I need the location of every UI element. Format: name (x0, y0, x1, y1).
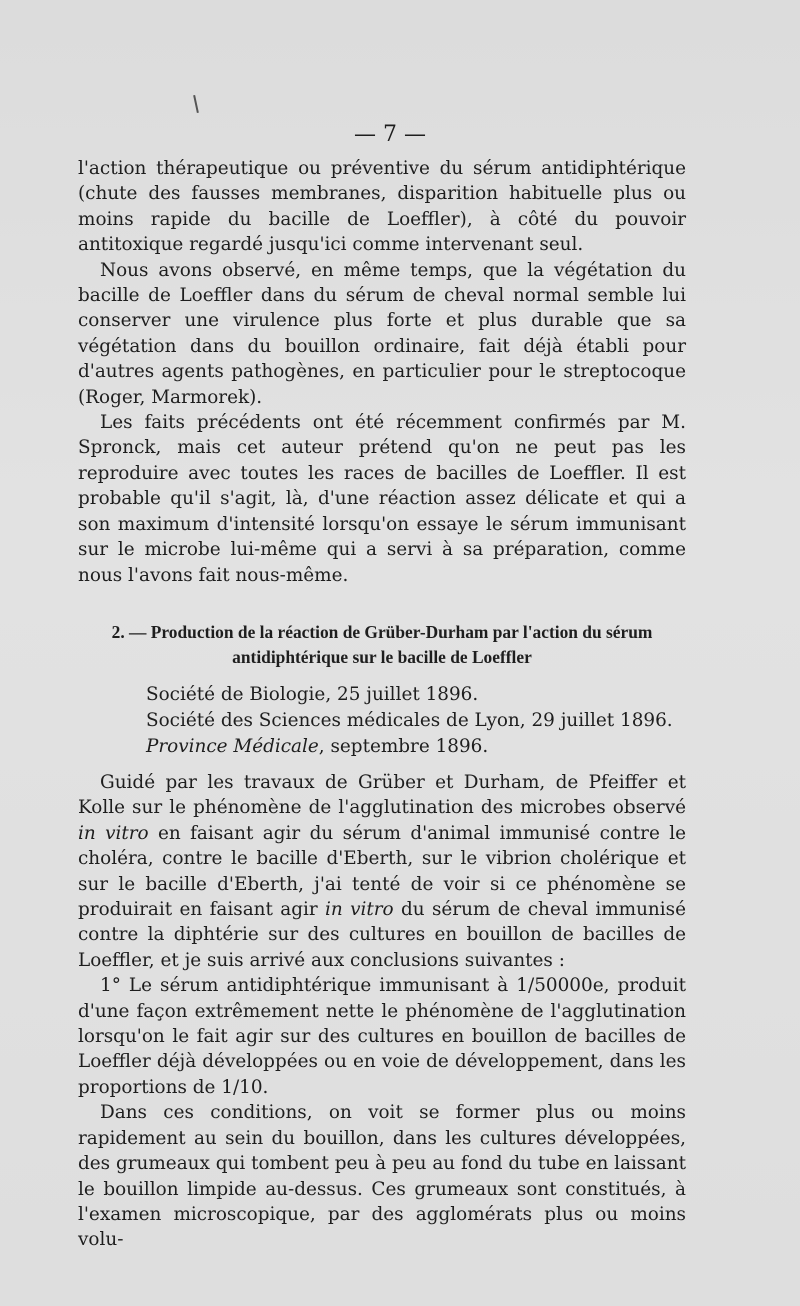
paragraph-4-text-1: Guidé par les travaux de Grüber et Durham, de Pfeiffer et Kolle sur le phénomène de l'agglutination des microbes observé (78, 772, 686, 819)
paragraph-5: 1° Le sérum antidiphtérique immunisant à 1/50000e, produit d'une façon extrêmement nette le phénomène de l'agglutination lorsqu'on le fait agir sur des cultures en bouillon de bacilles de Loeffler déjà développées ou en voie de développement, dans les proportions de 1/10. (78, 975, 686, 1098)
paragraph-4 (78, 770, 686, 973)
upper-text-block (78, 156, 686, 588)
margin-mark (193, 95, 199, 113)
paragraph-2: Nous avons observé, en même temps, que la végétation du bacille de Loeffler dans du sérum de cheval normal semble lui conserver une virulence plus forte et plus durable que sa végétation dans du bouillon ordinaire, fait déjà établi pour d'autres agents pathogènes, en particulier pour le streptocoque (Roger, Marmorek). (78, 259, 686, 408)
section-heading: 2. — Production de la réaction de Grüber-Durham par l'action du sérum antidiphtérique sur le bacille de Loeffler (111, 622, 653, 667)
reference-3 (146, 734, 686, 760)
paragraph-3: Les faits précédents ont été récemment confirmés par M. Spronck, mais cet auteur prétend qu'on ne peut pas les reproduire avec toutes les races de bacilles de Loeffler. Il est probable qu'il s'agit, là, d'une réaction assez délicate et qui a son maximum d'intensité lorsqu'on essaye le sérum immunisant sur le microbe lui-même qui a servi à sa préparation, comme nous l'avons fait nous-même. (78, 412, 686, 586)
reference-1: Société de Biologie, 25 juillet 1896. (146, 684, 479, 705)
paragraph-4-italic-2: in vitro (325, 899, 394, 921)
references-block (146, 682, 686, 760)
reference-3-date: , septembre 1896. (318, 736, 489, 757)
paragraph-4-italic-1: in vitro (78, 822, 149, 844)
page-number: — 7 — (354, 122, 426, 147)
reference-3-journal: Province Médicale (146, 736, 319, 757)
paragraph-1: l'action thérapeutique ou préventive du sérum antidiphtérique (chute des fausses membranes, disparition habituelle plus ou moins rapide du bacille de Loeffler), à côté du pouvoir antitoxique regardé jusqu'ici comme intervenant seul. (78, 158, 686, 256)
lower-text-block (78, 770, 686, 1253)
paragraph-4-text-3: du sérum de cheval immunisé contre la diphtérie sur des cultures en bouillon de bacilles de Loeffler, et je suis arrivé aux conclusions suivantes : (78, 899, 686, 971)
reference-2: Société des Sciences médicales de Lyon, 29 juillet 1896. (146, 710, 673, 731)
paragraph-4-text-2: en faisant agir du sérum d'animal immunisé contre le choléra, contre le bacille d'Eberth, sur le vibrion cholérique et sur le bacille d'Eberth, j'ai tenté de voir si ce phénomène se produirait en faisant agir (78, 822, 686, 921)
paragraph-6: Dans ces conditions, on voit se former plus ou moins rapidement au sein du bouillon, dans les cultures développées, des grumeaux qui tombent peu à peu au fond du tube en laissant le bouillon limpide au-dessus. Ces grumeaux sont constitués, à l'examen microscopique, par des agglomérats plus ou moins volu- (78, 1102, 686, 1251)
